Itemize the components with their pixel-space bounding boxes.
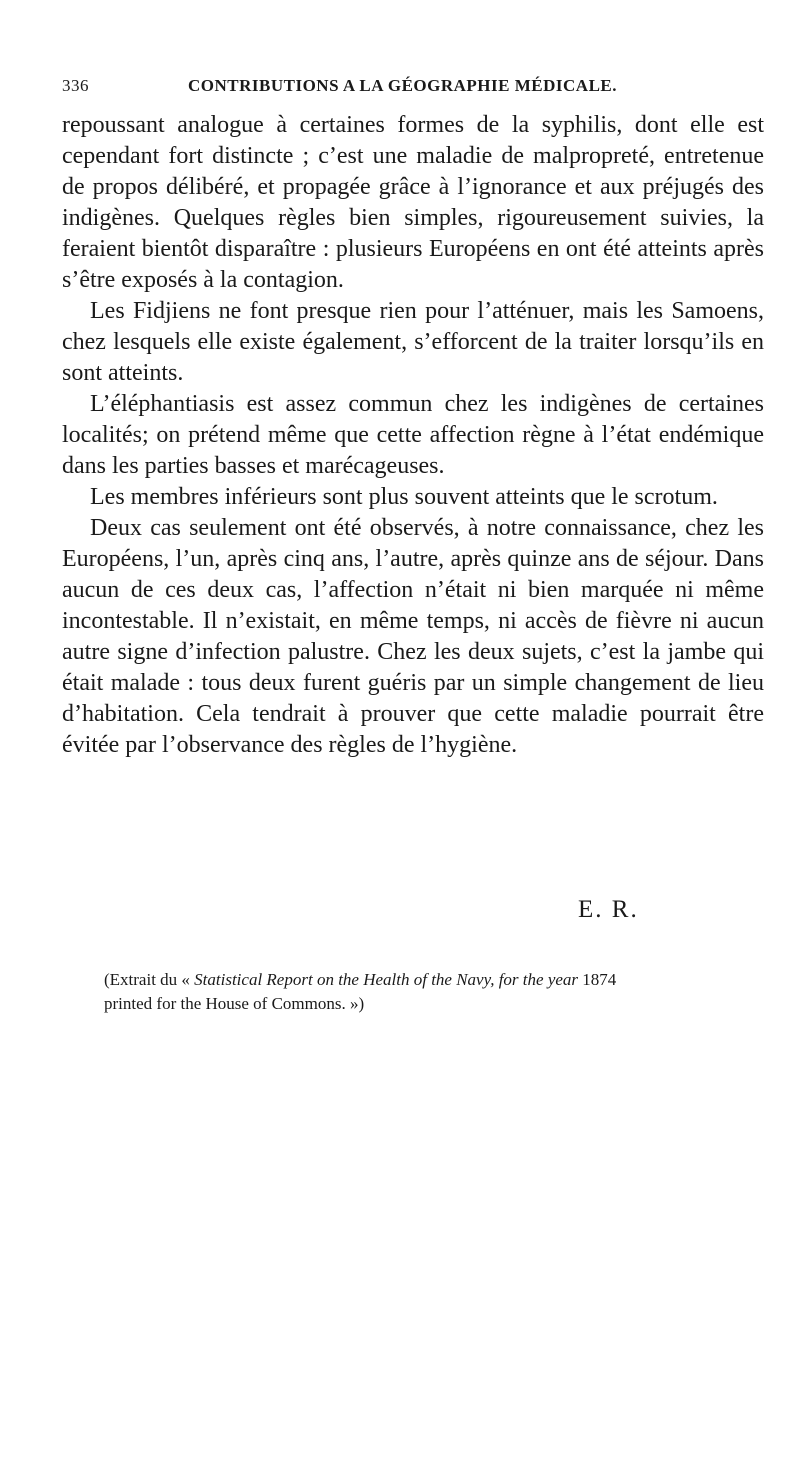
paragraph-deux-cas: Deux cas seulement ont été observés, à notre connaissance, chez les Européens, l’un, après cinq ans, l’autre, après quinze ans de séjour. Dans aucun de ces deux cas, l’affection n’était ni bien marquée ni même incontestable. Il n’existait, en même temps, ni accès de fièvre ni aucun autre signe d’infection palustre. Chez les deux sujets, c’est la jambe qui était malade : tous deux furent guéris par un simple changement de lieu d’habitation. Cela tendrait à prouver que cette maladie pourrait être évitée par l’observance des règles de l’hygiène. <box>62 515 764 758</box>
citation-year: 1874 <box>578 970 617 989</box>
body-text <box>62 110 764 761</box>
citation-title: Statistical Report on the Health of the Navy, for the year <box>194 970 579 989</box>
citation-prefix: (Extrait du « <box>104 970 195 989</box>
citation-suffix: printed for the House of Commons. ») <box>104 994 365 1013</box>
running-title: CONTRIBUTIONS A LA GÉOGRAPHIE MÉDICALE. <box>188 76 617 95</box>
paragraph-continued: repoussant analogue à certaines formes de la syphilis, dont elle est cependant fort distincte ; c’est une maladie de malpropreté, entretenue de propos délibéré, et propagée grâce à l’ignorance et aux préjugés des indigènes. Quelques règles bien simples, rigoureusement suivies, la feraient bientôt disparaître : plusieurs Européens en ont été atteints après s’être exposés à la contagion. <box>62 112 764 293</box>
page-number: 336 <box>62 76 89 95</box>
source-citation <box>104 968 764 1016</box>
paragraph-elephantiasis: L’éléphantiasis est assez commun chez les indigènes de certaines localités; on prétend même que cette affection règne à l’état endémique dans les parties basses et marécageuses. <box>62 391 764 479</box>
paragraph-membres: Les membres inférieurs sont plus souvent atteints que le scrotum. <box>90 484 718 510</box>
author-signature: E. R. <box>578 896 639 923</box>
paragraph-fidjiens: Les Fidjiens ne font presque rien pour l’atténuer, mais les Samoens, chez lesquels elle existe également, s’efforcent de la traiter lorsqu’ils en sont atteints. <box>62 298 764 386</box>
running-head <box>62 76 738 102</box>
